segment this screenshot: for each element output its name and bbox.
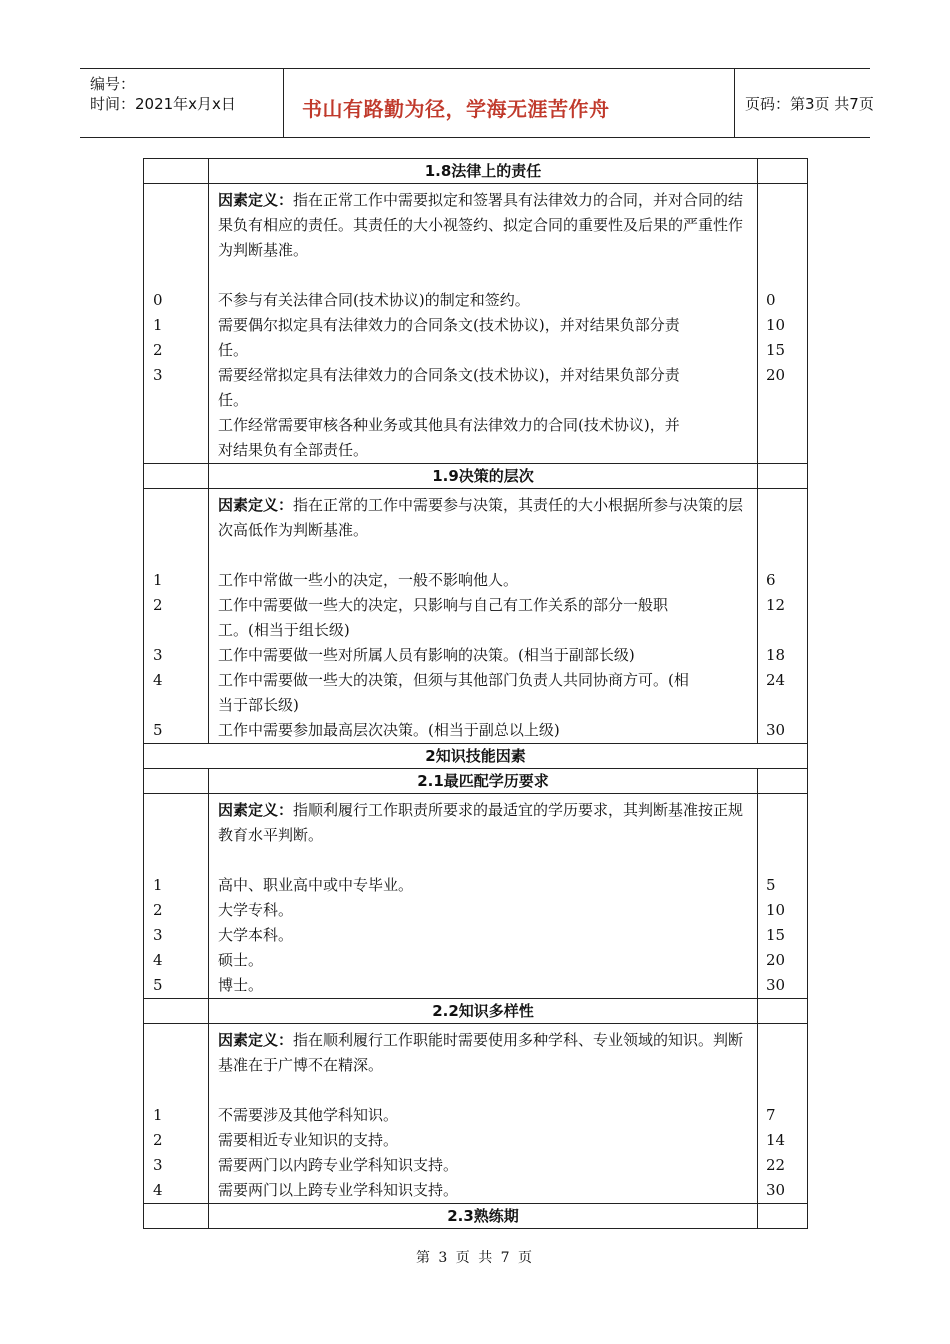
score-value: 24 bbox=[766, 671, 786, 689]
level-description: 不需要涉及其他学科知识。 bbox=[218, 1106, 399, 1124]
factor-description bbox=[209, 489, 757, 743]
level-value: 1 bbox=[153, 316, 163, 334]
level-value: 2 bbox=[153, 596, 163, 614]
level-description: 对结果负有全部责任。 bbox=[218, 441, 369, 459]
score-column bbox=[758, 489, 807, 743]
score-value: 0 bbox=[766, 291, 776, 309]
section-body-row bbox=[144, 794, 808, 999]
level-description: 工作中需要做一些大的决策，但须与其他部门负责人共同协商方可。(相 bbox=[218, 671, 689, 689]
level-description: 工作中需要做一些对所属人员有影响的决策。(相当于副部长级) bbox=[218, 646, 635, 664]
score-column bbox=[758, 794, 807, 998]
job-evaluation-table bbox=[143, 158, 808, 1229]
section-body-row bbox=[144, 1024, 808, 1204]
score-value: 18 bbox=[766, 646, 786, 664]
level-value: 2 bbox=[153, 341, 163, 359]
section-header-row bbox=[144, 159, 808, 184]
level-description: 需要两门以上跨专业学科知识支持。 bbox=[218, 1181, 459, 1199]
score-value: 20 bbox=[766, 951, 786, 969]
level-value: 3 bbox=[153, 926, 163, 944]
level-description: 当于部长级) bbox=[218, 696, 299, 714]
score-column bbox=[758, 184, 807, 388]
header-page-cell bbox=[735, 69, 874, 137]
score-value: 10 bbox=[766, 316, 786, 334]
level-value: 1 bbox=[153, 876, 163, 894]
score-value: 22 bbox=[766, 1156, 786, 1174]
level-description: 工作中需要做一些大的决定，只影响与自己有工作关系的部分一般职 bbox=[218, 596, 669, 614]
section-header-row bbox=[144, 769, 808, 794]
level-description: 需要相近专业知识的支持。 bbox=[218, 1131, 399, 1149]
level-value: 4 bbox=[153, 951, 163, 969]
score-value: 6 bbox=[766, 571, 776, 589]
level-value: 2 bbox=[153, 1131, 163, 1149]
section-header-row bbox=[144, 464, 808, 489]
score-column bbox=[758, 1024, 807, 1203]
level-value: 3 bbox=[153, 646, 163, 664]
level-value: 4 bbox=[153, 671, 163, 689]
level-description: 需要经常拟定具有法律效力的合同条文(技术协议)，并对结果负部分责 bbox=[218, 366, 680, 384]
header-page-info: 页码：第3页 共7页 bbox=[745, 95, 874, 113]
level-description: 博士。 bbox=[218, 976, 264, 994]
level-column bbox=[144, 1024, 208, 1203]
factor-description bbox=[209, 184, 757, 463]
level-value: 2 bbox=[153, 901, 163, 919]
level-description: 硕士。 bbox=[218, 951, 264, 969]
doc-code-label: 编号： bbox=[90, 75, 136, 93]
factor-description bbox=[209, 1024, 757, 1203]
section-header-row bbox=[144, 999, 808, 1024]
level-value: 3 bbox=[153, 366, 163, 384]
section-body-row bbox=[144, 489, 808, 744]
level-description: 需要偶尔拟定具有法律效力的合同条文(技术协议)，并对结果负部分责 bbox=[218, 316, 680, 334]
page-header bbox=[80, 68, 874, 138]
section-body-row bbox=[144, 184, 808, 464]
level-description: 工作经常需要审核各种业务或其他具有法律效力的合同(技术协议)，并 bbox=[218, 416, 680, 434]
factor-definition: 因素定义：指顺利履行工作职责所要求的最适宜的学历要求，其判断基准按正规教育水平判断。 bbox=[218, 801, 744, 844]
section-title: 2.1最匹配学历要求 bbox=[209, 769, 758, 794]
section-title: 1.8法律上的责任 bbox=[209, 159, 758, 184]
section-header-row bbox=[144, 1204, 808, 1229]
level-value: 1 bbox=[153, 1106, 163, 1124]
level-description: 不参与有关法律合同(技术协议)的制定和签约。 bbox=[218, 291, 530, 309]
category-title: 2知识技能因素 bbox=[144, 744, 808, 769]
score-value: 5 bbox=[766, 876, 776, 894]
level-description: 需要两门以内跨专业学科知识支持。 bbox=[218, 1156, 459, 1174]
page-footer: 第 3 页 共 7 页 bbox=[415, 1250, 535, 1266]
score-value: 12 bbox=[766, 596, 786, 614]
level-description: 工作中常做一些小的决定，一般不影响他人。 bbox=[218, 571, 519, 589]
level-description: 大学本科。 bbox=[218, 926, 294, 944]
level-column bbox=[144, 794, 208, 998]
level-value: 0 bbox=[153, 291, 163, 309]
score-value: 30 bbox=[766, 721, 786, 739]
level-value: 5 bbox=[153, 976, 163, 994]
header-motto-cell bbox=[284, 69, 735, 137]
score-value: 14 bbox=[766, 1131, 786, 1149]
factor-definition: 因素定义：指在顺利履行工作职能时需要使用多种学科、专业领域的知识。判断基准在于广博不在精深。 bbox=[218, 1031, 744, 1074]
level-value: 1 bbox=[153, 571, 163, 589]
category-header-row bbox=[144, 744, 808, 769]
section-title: 2.3熟练期 bbox=[209, 1204, 758, 1229]
level-column bbox=[144, 184, 208, 388]
level-value: 3 bbox=[153, 1156, 163, 1174]
level-description: 任。 bbox=[218, 391, 249, 409]
score-value: 10 bbox=[766, 901, 786, 919]
level-description: 工作中需要参加最高层次决策。(相当于副总以上级) bbox=[218, 721, 560, 739]
level-description: 工。(相当于组长级) bbox=[218, 621, 350, 639]
level-description: 任。 bbox=[218, 341, 249, 359]
level-value: 5 bbox=[153, 721, 163, 739]
level-description: 大学专科。 bbox=[218, 901, 294, 919]
doc-time-label: 时间：2021年x月x日 bbox=[90, 95, 236, 113]
score-value: 15 bbox=[766, 926, 786, 944]
factor-description bbox=[209, 794, 757, 998]
header-motto: 书山有路勤为径，学海无涯苦作舟 bbox=[302, 97, 610, 121]
score-value: 30 bbox=[766, 976, 786, 994]
score-value: 7 bbox=[766, 1106, 776, 1124]
section-title: 2.2知识多样性 bbox=[209, 999, 758, 1024]
level-description: 高中、职业高中或中专毕业。 bbox=[218, 876, 414, 894]
factor-definition: 因素定义：指在正常工作中需要拟定和签署具有法律效力的合同，并对合同的结果负有相应的责任。其责任的大小视签约、拟定合同的重要性及后果的严重性作为判断基准。 bbox=[218, 191, 744, 259]
level-column bbox=[144, 489, 208, 743]
header-meta bbox=[80, 69, 284, 137]
score-value: 30 bbox=[766, 1181, 786, 1199]
score-value: 20 bbox=[766, 366, 786, 384]
factor-definition: 因素定义：指在正常的工作中需要参与决策，其责任的大小根据所参与决策的层次高低作为判断基准。 bbox=[218, 496, 744, 539]
score-value: 15 bbox=[766, 341, 786, 359]
level-value: 4 bbox=[153, 1181, 163, 1199]
section-title: 1.9决策的层次 bbox=[209, 464, 758, 489]
